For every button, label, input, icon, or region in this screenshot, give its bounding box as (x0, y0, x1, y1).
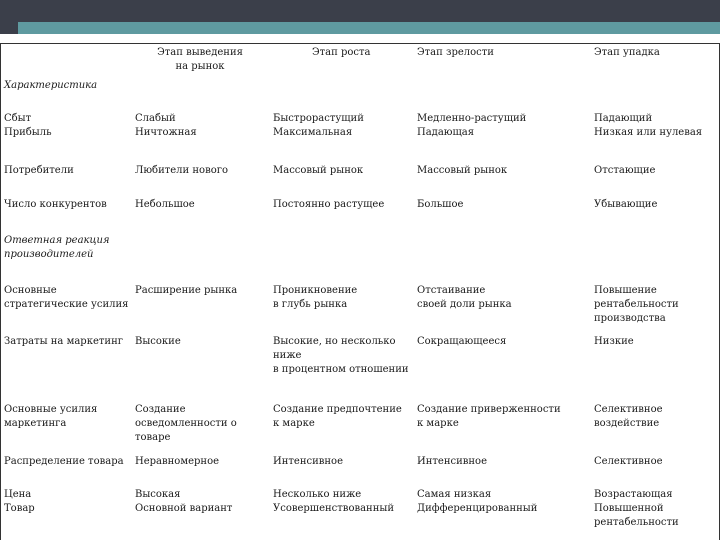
cell-growth: Высокие, но несколько ниже в процентном отношении (273, 336, 409, 375)
cell-growth: Интенсивное (273, 456, 343, 467)
cell-growth: Создание предпочтение к марке (273, 404, 402, 429)
cell-maturity: Медленно-растущий Падающая (417, 113, 527, 138)
row-label-distribution: Распределение товара (4, 456, 124, 467)
cell-maturity: Большое (417, 199, 464, 210)
cell-maturity: Создание приверженности к марке (417, 404, 561, 429)
title-bar (0, 0, 720, 22)
cell-introduction: Создание осведомленности о товаре (135, 404, 237, 443)
row-label-marketing-efforts: Основные усилия маркетинга (4, 404, 98, 429)
cell-growth: Массовый рынок (273, 165, 364, 176)
header-stage-growth: Этап роста (312, 47, 371, 58)
cell-maturity: Сокращающееся (417, 336, 507, 347)
cell-decline: Селективное (594, 456, 663, 467)
cell-maturity: Самая низкая Дифференцированный (417, 489, 538, 514)
cell-introduction: Высокие (135, 336, 181, 347)
cell-introduction: Слабый Ничтожная (135, 113, 197, 138)
row-label-strategic-efforts: Основные стратегические усилия (4, 285, 129, 310)
cell-growth: Проникновение в глубь рынка (273, 285, 358, 310)
row-label-consumers: Потребители (4, 165, 74, 176)
cell-introduction: Любители нового (135, 165, 228, 176)
row-label-price-product: Цена Товар (4, 489, 35, 514)
cell-growth: Несколько ниже Усовершенствованный (273, 489, 395, 514)
cell-decline: Низкие (594, 336, 634, 347)
row-label-competitors: Число конкурентов (4, 199, 107, 210)
cell-decline: Отстающие (594, 165, 656, 176)
cell-introduction: Небольшое (135, 199, 195, 210)
cell-decline: Возрастающая Повышенной рентабельности (594, 489, 679, 528)
section-producer-response: Ответная реакция производителей (4, 235, 110, 260)
cell-maturity: Массовый рынок (417, 165, 508, 176)
section-characteristics: Характеристика (4, 80, 98, 91)
cell-decline: Падающий Низкая или нулевая (594, 113, 703, 138)
cell-growth: Быстрорастущий Максимальная (273, 113, 364, 138)
header-stage-introduction: Этап выведения на рынок (157, 47, 243, 72)
cell-maturity: Интенсивное (417, 456, 487, 467)
accent-bar (0, 22, 720, 34)
cell-decline: Селективное воздействие (594, 404, 663, 429)
table-top-border (0, 43, 720, 44)
row-label-marketing-costs: Затраты на маркетинг (4, 336, 123, 347)
cell-introduction: Неравномерное (135, 456, 220, 467)
cell-introduction: Высокая Основной вариант (135, 489, 233, 514)
row-label-sales-profit: Сбыт Прибыль (4, 113, 52, 138)
cell-decline: Убывающие (594, 199, 658, 210)
table-left-border (0, 43, 1, 540)
cell-growth: Постоянно растущее (273, 199, 385, 210)
header-stage-maturity: Этап зрелости (417, 47, 494, 58)
accent-bar-corner (0, 22, 18, 34)
cell-decline: Повышение рентабельности производства (594, 285, 679, 324)
cell-introduction: Расширение рынка (135, 285, 238, 296)
header-stage-decline: Этап упадка (594, 47, 660, 58)
cell-maturity: Отстаивание своей доли рынка (417, 285, 512, 310)
